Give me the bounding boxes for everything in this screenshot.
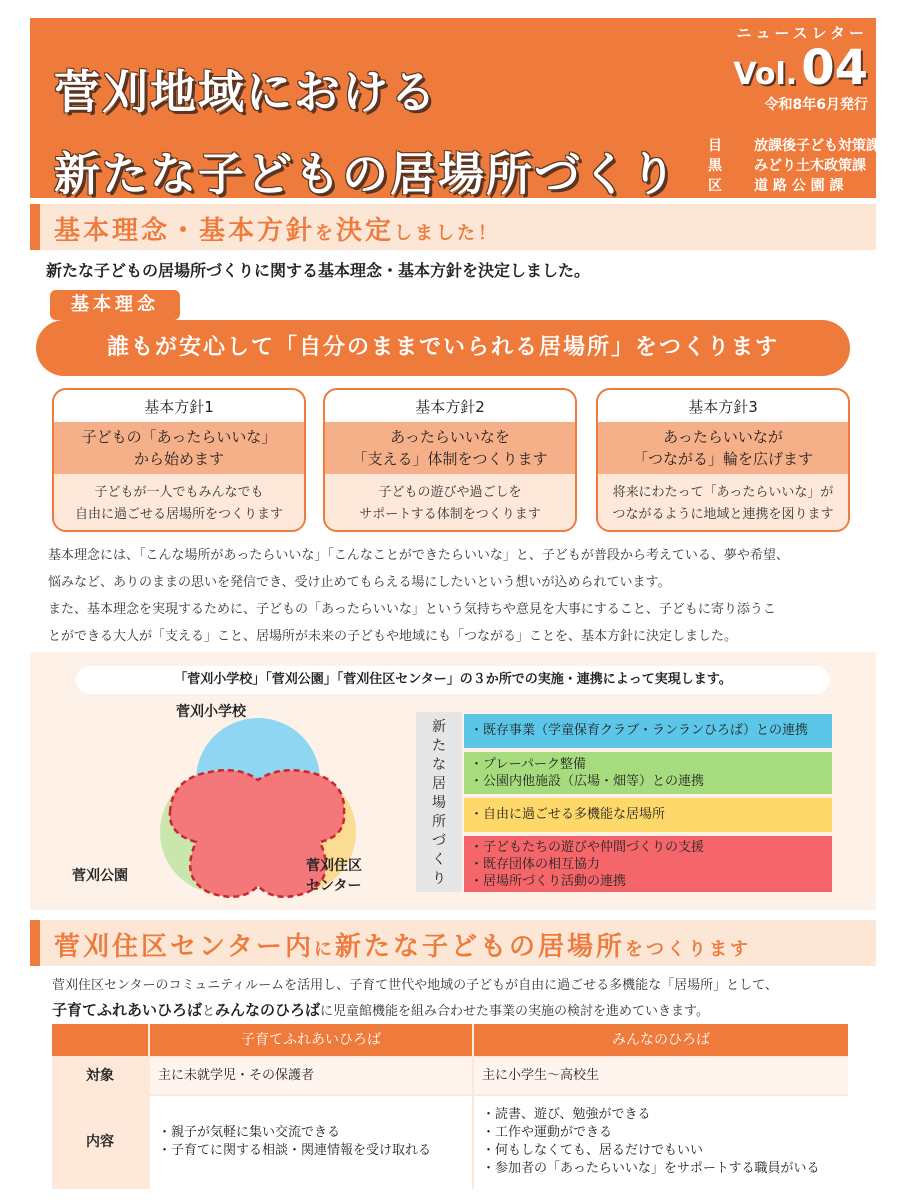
vertical-label [416, 712, 462, 892]
venn-label-school: 菅刈小学校 [176, 704, 246, 720]
venn-center-line: センター [306, 878, 362, 894]
policy-label: 基本方針3 [688, 398, 758, 416]
policy-main [325, 422, 575, 474]
section-intro: 新たな子どもの居場所づくりに関する基本理念・基本方針を決定しました。 [46, 261, 591, 280]
vertical-char: 居 [432, 776, 446, 792]
section-heading-center [30, 920, 876, 966]
program-name-1: 子育てふれあいひろば [52, 1001, 203, 1019]
table-header: 子育てふれあいひろば [150, 1024, 472, 1056]
policy-sub-line: サポートする体制をつくります [359, 507, 541, 522]
row-label: 内容 [86, 1134, 114, 1150]
ward-name: 目黒区 [708, 138, 722, 194]
policy-main-line: あったらいいなが [663, 428, 783, 446]
vol-number: 04 [801, 40, 868, 96]
desc-rest: に児童館機能を組み合わせた事業の実施の検討を進めていきます。 [320, 1004, 710, 1019]
bar-item: ・既存事業（学童保育クラブ・ランランひろば）との連携 [470, 723, 809, 738]
venn-diagram [110, 708, 410, 908]
cell-line: ・親子が気軽に集い交流できる [158, 1125, 341, 1140]
table-cell [150, 1096, 472, 1189]
policy-label: 基本方針2 [415, 398, 485, 416]
policy-sub-line: 将来にわたって「あったらいいな」が [612, 485, 834, 500]
bar-item: ・プレーパーク整備 [470, 757, 586, 772]
bar-item: ・居場所づくり活動の連携 [470, 874, 627, 889]
cell-line: 主に小学生～高校生 [482, 1068, 600, 1083]
program-table [52, 1024, 848, 1189]
policy-sub-line: 子どもが一人でもみんなでも [94, 485, 264, 500]
heading-part-c: 新たな子どもの居場所 [334, 932, 625, 962]
desc-connector: と [202, 1004, 216, 1019]
policy-sub [54, 474, 304, 532]
bar-school [464, 714, 832, 748]
department-2: みどり土木政策課 [754, 158, 866, 174]
policy-card-1 [52, 388, 306, 532]
table-cell [474, 1096, 848, 1189]
paragraph-line: 悩みなど、ありのままの思いを発信でき、受け止めてもらえる場にしたいという想いが込められています。 [48, 575, 671, 590]
vertical-char: 場 [432, 795, 446, 811]
policy-label: 基本方針1 [144, 398, 214, 416]
heading-part-c: 決定 [336, 216, 395, 246]
bar-item: ・子どもたちの遊びや仲間づくりの支援 [470, 840, 705, 855]
center-description-2 [52, 999, 709, 1020]
vertical-char: く [432, 852, 446, 868]
vertical-char: 新 [432, 719, 446, 735]
department-1: 放課後子ども対策課 [754, 138, 880, 154]
newsletter-label: ニュースレター [736, 24, 868, 42]
table-cell [474, 1058, 848, 1094]
center-description-1: 菅刈住区センターのコミュニティルームを活用し、子育て世代や地域の子どもが自由に過ごせる多機能な「居場所」として、 [52, 978, 778, 993]
cell-line: ・子育てに関する相談・関連情報を受け取れる [158, 1143, 432, 1158]
basic-philosophy-banner: 誰もが安心して「自分のままでいられる居場所」をつくります [36, 320, 850, 376]
policy-main-line: 「支える」体制をつくります [352, 450, 548, 468]
cell-line: ・何もしなくても、居るだけでもいい [482, 1143, 704, 1158]
policy-main-line: 子どもの「あったらいいな」 [81, 428, 277, 446]
title-line-2: 新たな子どもの居場所づくり [54, 147, 678, 201]
table-corner [52, 1024, 148, 1056]
bar-overlap [464, 836, 832, 892]
policy-main-line: から始めます [133, 450, 224, 468]
policy-main-line: 「つながる」輪を広げます [632, 450, 813, 468]
paragraph-line: 基本理念には、「こんな場所があったらいいな」「こんなことができたらいいな」と、子どもが普段から考えている、夢や希望、 [48, 548, 789, 563]
volume-badge [733, 40, 868, 96]
vertical-char: り [432, 871, 446, 887]
venn-label-center [306, 856, 362, 896]
bar-item: ・公園内他施設（広場・畑等）との連携 [470, 774, 705, 789]
policy-sub-line: 子どもの遊びや過ごしを [378, 485, 522, 500]
cell-line: 主に未就学児・その保護者 [158, 1068, 315, 1083]
policy-main [54, 422, 304, 474]
bar-item: ・自由に過ごせる多機能な居場所 [470, 807, 666, 822]
heading-part-d: しました！ [394, 223, 500, 244]
heading-part-b: に [313, 939, 335, 960]
paragraph-line: また、基本理念を実現するために、子どもの「あったらいいな」という気持ちや意見を大事にすること、子どもに寄り添うこ [48, 602, 776, 617]
newsletter-header [30, 18, 880, 201]
vertical-char: づ [432, 833, 446, 849]
implementation-banner: 「菅刈小学校」「菅刈公園」「菅刈住区センター」の３か所での実施・連携によって実現します。 [76, 666, 830, 694]
cell-line: ・参加者の「あったらいいな」をサポートする職員がいる [482, 1161, 820, 1176]
basic-philosophy-tag: 基本理念 [50, 290, 180, 320]
vol-label: Vol. [733, 57, 798, 92]
bar-center [464, 798, 832, 832]
policy-sub-line: つながるように地域と連携を図ります [612, 507, 834, 522]
bar-park [464, 752, 832, 794]
paragraph-line: とができる大人が「支える」こと、居場所が未来の子どもや地域にも「つながる」ことを、基本方針に決定しました。 [48, 629, 738, 644]
policy-sub [325, 474, 575, 532]
issue-date: 令和8年6月発行 [764, 97, 868, 113]
vertical-char: た [432, 738, 446, 754]
policy-main [598, 422, 848, 474]
title-line-1: 菅刈地域における [54, 65, 438, 119]
heading-part-a: 菅刈住区センター内 [54, 932, 314, 962]
venn-label-park: 菅刈公園 [72, 868, 128, 884]
policy-card-3 [596, 388, 850, 532]
section-heading-policy [30, 204, 876, 250]
table-header: みんなのひろば [474, 1024, 848, 1056]
department-3: 道 路 公 園 課 [754, 178, 844, 194]
cell-line: ・読書、遊び、勉強ができる [482, 1107, 651, 1122]
implementation-panel [30, 652, 876, 910]
bar-item: ・既存団体の相互協力 [470, 857, 601, 872]
table-cell [150, 1058, 472, 1094]
policy-card-2 [323, 388, 577, 532]
policy-sub [598, 474, 848, 532]
cell-line: ・工作や運動ができる [482, 1125, 613, 1140]
heading-part-b: を [315, 223, 337, 244]
vertical-char: 所 [432, 814, 446, 830]
policy-sub-line: 自由に過ごせる居場所をつくります [74, 507, 283, 522]
heading-part-d: をつくります [624, 939, 751, 960]
row-label: 対象 [86, 1068, 114, 1084]
policy-main-line: あったらいいなを [390, 428, 510, 446]
program-name-2: みんなのひろば [215, 1001, 321, 1019]
venn-center-line: 菅刈住区 [306, 858, 362, 874]
vertical-char: な [432, 757, 446, 773]
heading-part-a: 基本理念・基本方針 [54, 216, 316, 246]
